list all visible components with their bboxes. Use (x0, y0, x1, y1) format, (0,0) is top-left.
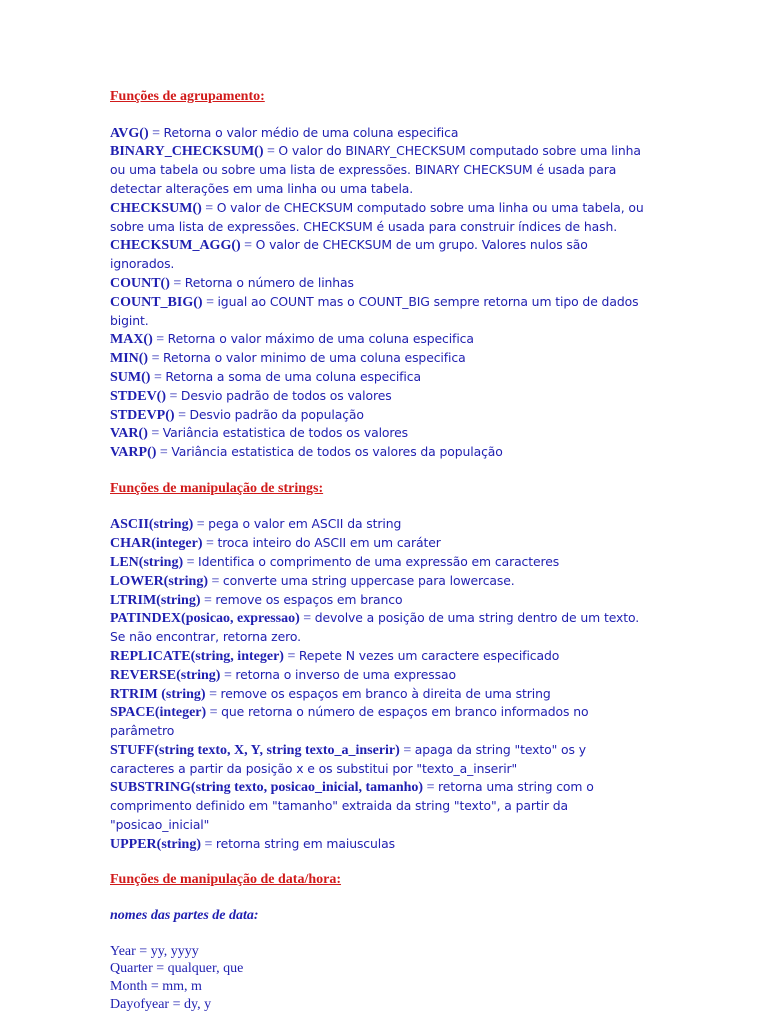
function-description: O valor do BINARY_CHECKSUM computado sobre uma linha ou uma tabela ou sobre uma lista de expressões. BINARY CHECKSUM é usada para detectar alterações em uma linha ou uma tabela. (110, 143, 641, 196)
equals-sign: = (152, 332, 168, 348)
function-description: retorna o inverso de uma expressao (235, 666, 456, 682)
function-description: Retorna o número de linhas (184, 274, 354, 290)
function-name: REVERSE(string) (110, 667, 221, 683)
function-entry (110, 424, 650, 443)
function-entry (110, 647, 650, 666)
equals-sign: = (156, 445, 172, 461)
equals-sign: = (399, 742, 415, 758)
date-part-line: Dayofyear = dy, y (110, 997, 212, 1013)
function-entry (110, 330, 650, 349)
function-name: ASCII(string) (110, 517, 194, 533)
function-description: igual ao COUNT mas o COUNT_BIG sempre retorna um tipo de dados bigint. (110, 293, 639, 328)
function-name: LOWER(string) (110, 573, 208, 589)
function-description: Variância estatistica de todos os valores (162, 425, 409, 441)
function-name: SPACE(integer) (110, 705, 207, 721)
section-heading-datahora: Funções de manipulação de data/hora: (110, 872, 342, 888)
function-list-agrupamento (110, 124, 650, 462)
function-description: que retorna o número de espaços em branco informados no parâmetro (110, 704, 589, 739)
function-description: Retorna a soma de uma coluna especifica (165, 368, 421, 384)
equals-sign: = (240, 238, 256, 254)
function-description: Retorna o valor médio de uma coluna especifica (163, 124, 459, 140)
function-description: converte uma string uppercase para lowercase. (222, 572, 515, 588)
function-name: PATINDEX(posicao, expressao) (110, 611, 300, 627)
function-entry (110, 741, 650, 779)
function-name: CHAR(integer) (110, 536, 203, 552)
function-list-strings (110, 515, 650, 853)
function-description: Variância estatistica de todos os valores da população (171, 444, 503, 460)
function-description: O valor de CHECKSUM de um grupo. Valores nulos são ignorados. (110, 237, 588, 272)
function-entry (110, 236, 650, 274)
equals-sign: = (193, 517, 209, 533)
section-heading-agrupamento: Funções de agrupamento: (110, 89, 265, 104)
equals-sign: = (202, 536, 218, 552)
function-description: O valor de CHECKSUM computado sobre uma linha ou uma tabela, ou sobre uma lista de expressões. CHECKSUM é usada para construir índices de hash. (110, 199, 644, 234)
function-description: Retorna o valor máximo de uma coluna especifica (167, 331, 474, 347)
function-description: Identifica o comprimento de uma expressão em caracteres (198, 553, 560, 569)
equals-sign: = (208, 573, 223, 589)
section-heading-strings: Funções de manipulação de strings: (110, 480, 324, 496)
equals-sign: = (150, 369, 166, 385)
date-part-line: Year = yy, yyyy (110, 943, 199, 959)
function-description: pega o valor em ASCII da string (208, 516, 402, 532)
equals-sign: = (200, 592, 216, 608)
spacer (110, 106, 650, 124)
function-entry (110, 703, 650, 741)
function-name: MAX() (110, 332, 153, 348)
function-entry (110, 199, 650, 237)
function-description: troca inteiro do ASCII em um caráter (217, 535, 441, 551)
function-entry (110, 368, 650, 387)
function-name: COUNT_BIG() (110, 294, 203, 310)
function-name: MIN() (110, 351, 149, 367)
function-description: remove os espaços em branco (215, 591, 403, 607)
function-name: VARP() (110, 445, 157, 461)
function-entry (110, 124, 650, 143)
equals-sign: = (205, 686, 221, 702)
function-name: SUM() (110, 369, 151, 385)
function-name: REPLICATE(string, integer) (110, 648, 284, 664)
function-entry (110, 274, 650, 293)
spacer (110, 854, 650, 872)
function-name: SUBSTRING(string texto, posicao_inicial, tamanho) (110, 780, 424, 796)
document-page (110, 88, 650, 1014)
equals-sign: = (283, 648, 299, 664)
equals-sign: = (202, 294, 218, 310)
equals-sign: = (169, 275, 185, 291)
function-entry (110, 591, 650, 610)
function-entry (110, 778, 650, 834)
spacer (110, 498, 650, 516)
function-entry (110, 443, 650, 462)
equals-sign: = (206, 705, 222, 721)
equals-sign: = (201, 200, 217, 216)
function-name: STDEVP() (110, 407, 175, 423)
function-name: AVG() (110, 125, 149, 141)
function-entry (110, 293, 650, 331)
equals-sign: = (148, 351, 164, 367)
equals-sign: = (201, 836, 216, 852)
function-description: retorna string em maiusculas (215, 835, 395, 851)
date-parts-list (110, 943, 650, 1014)
function-entry (110, 349, 650, 368)
function-description: retorna uma string com o comprimento definido em "tamanho" extraida da string "texto", a partir da "posicao_inicial" (110, 779, 594, 833)
equals-sign: = (263, 144, 279, 160)
function-name: STUFF(string texto, X, Y, string texto_a_inserir) (110, 742, 400, 758)
function-description: Desvio padrão de todos os valores (180, 387, 392, 403)
equals-sign: = (174, 407, 190, 423)
function-entry (110, 553, 650, 572)
function-name: RTRIM (string) (110, 686, 206, 702)
function-entry (110, 666, 650, 685)
equals-sign: = (147, 426, 163, 442)
function-entry (110, 406, 650, 425)
date-part-line: Month = mm, m (110, 979, 202, 995)
function-entry (110, 609, 650, 647)
function-name: BINARY_CHECKSUM() (110, 144, 264, 160)
function-name: CHECKSUM_AGG() (110, 238, 241, 254)
function-name: STDEV() (110, 388, 167, 404)
equals-sign: = (220, 667, 236, 683)
function-name: UPPER(string) (110, 836, 201, 852)
function-description: devolve a posição de uma string dentro de um texto. Se não encontrar, retorna zero. (110, 610, 640, 645)
function-description: apaga da string "texto" os y caracteres a partir da posição x e os substitui por "texto_a_inserir" (110, 741, 586, 776)
date-part-line: Quarter = qualquer, que (110, 961, 244, 977)
function-entry (110, 534, 650, 553)
equals-sign: = (148, 125, 164, 141)
function-description: Desvio padrão da população (189, 406, 364, 422)
function-name: LEN(string) (110, 554, 184, 570)
equals-sign: = (166, 388, 181, 404)
function-name: VAR() (110, 426, 148, 442)
spacer (110, 462, 650, 480)
function-name: CHECKSUM() (110, 200, 202, 216)
function-name: LTRIM(string) (110, 592, 201, 608)
equals-sign: = (423, 780, 438, 796)
spacer (110, 925, 650, 943)
function-entry (110, 142, 650, 198)
function-description: Retorna o valor minimo de uma coluna especifica (163, 350, 466, 366)
function-description: Repete N vezes um caractere especificado (298, 647, 560, 663)
function-entry (110, 685, 650, 704)
function-entry (110, 572, 650, 591)
equals-sign: = (299, 611, 315, 627)
function-entry (110, 515, 650, 534)
function-entry (110, 835, 650, 854)
subheading-partes-de-data: nomes das partes de data: (110, 908, 259, 924)
function-entry (110, 387, 650, 406)
equals-sign: = (183, 554, 199, 570)
function-name: COUNT() (110, 275, 170, 291)
spacer (110, 889, 650, 907)
function-description: remove os espaços em branco à direita de uma string (220, 685, 551, 701)
